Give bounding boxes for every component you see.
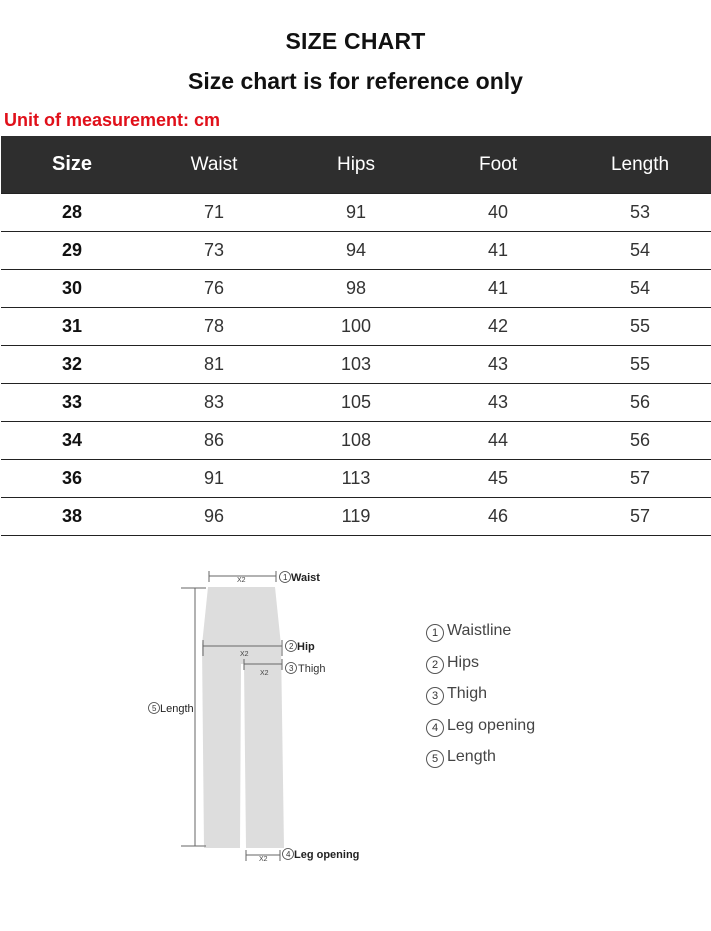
legend-item bbox=[426, 622, 535, 654]
cell-foot: 44 bbox=[427, 422, 569, 460]
column-header-length: Length bbox=[569, 136, 711, 194]
table-row bbox=[1, 308, 711, 346]
cell-hips: 100 bbox=[285, 308, 427, 346]
length-measure bbox=[181, 588, 206, 846]
hip-number: 2 bbox=[289, 642, 294, 651]
table-header-row bbox=[1, 136, 711, 194]
table-row bbox=[1, 194, 711, 232]
cell-foot: 46 bbox=[427, 498, 569, 536]
cell-foot: 40 bbox=[427, 194, 569, 232]
waist-number: 1 bbox=[283, 573, 288, 582]
cell-length: 54 bbox=[569, 232, 711, 270]
page-title: SIZE CHART bbox=[285, 28, 426, 54]
cell-hips: 103 bbox=[285, 346, 427, 384]
cell-waist: 73 bbox=[143, 232, 285, 270]
legend-item bbox=[426, 654, 535, 686]
cell-foot: 43 bbox=[427, 346, 569, 384]
size-table bbox=[1, 136, 711, 536]
cell-waist: 76 bbox=[143, 270, 285, 308]
cell-waist: 81 bbox=[143, 346, 285, 384]
cell-waist: 83 bbox=[143, 384, 285, 422]
column-header-foot: Foot bbox=[427, 136, 569, 194]
pants-silhouette bbox=[202, 587, 284, 848]
cell-length: 57 bbox=[569, 498, 711, 536]
waist-x2-label: X2 bbox=[237, 577, 246, 584]
cell-waist: 78 bbox=[143, 308, 285, 346]
cell-size: 28 bbox=[1, 194, 143, 232]
cell-size: 30 bbox=[1, 270, 143, 308]
pants-measurement-diagram bbox=[0, 550, 711, 890]
thigh-label: Thigh bbox=[298, 663, 326, 675]
cell-waist: 71 bbox=[143, 194, 285, 232]
leg-opening-label: Leg opening bbox=[294, 849, 360, 861]
unit-note: Unit of measurement: cm bbox=[4, 110, 221, 130]
cell-size: 38 bbox=[1, 498, 143, 536]
cell-waist: 91 bbox=[143, 460, 285, 498]
cell-size: 34 bbox=[1, 422, 143, 460]
cell-size: 36 bbox=[1, 460, 143, 498]
cell-length: 57 bbox=[569, 460, 711, 498]
column-header-size: Size bbox=[1, 136, 143, 194]
cell-hips: 91 bbox=[285, 194, 427, 232]
legend-label: Leg opening bbox=[447, 716, 536, 734]
legend-item bbox=[426, 685, 535, 717]
cell-foot: 45 bbox=[427, 460, 569, 498]
cell-hips: 108 bbox=[285, 422, 427, 460]
cell-foot: 41 bbox=[427, 270, 569, 308]
cell-foot: 42 bbox=[427, 308, 569, 346]
cell-length: 55 bbox=[569, 308, 711, 346]
table-row bbox=[1, 270, 711, 308]
legend-label: Thigh bbox=[447, 685, 488, 702]
waist-label: Waist bbox=[291, 572, 320, 584]
table-row bbox=[1, 498, 711, 536]
legend-item bbox=[426, 717, 535, 749]
cell-waist: 96 bbox=[143, 498, 285, 536]
legend-number-icon: 3 bbox=[426, 687, 444, 705]
cell-hips: 105 bbox=[285, 384, 427, 422]
column-header-hips: Hips bbox=[285, 136, 427, 194]
cell-length: 53 bbox=[569, 194, 711, 232]
legend-label: Waistline bbox=[447, 622, 512, 639]
cell-foot: 41 bbox=[427, 232, 569, 270]
page-subtitle: Size chart is for reference only bbox=[188, 68, 523, 94]
legend-item bbox=[426, 748, 535, 780]
legend-number-icon: 1 bbox=[426, 624, 444, 642]
cell-hips: 119 bbox=[285, 498, 427, 536]
cell-waist: 86 bbox=[143, 422, 285, 460]
thigh-number: 3 bbox=[289, 664, 294, 673]
hip-x2-label: X2 bbox=[240, 651, 249, 658]
table-row bbox=[1, 232, 711, 270]
table-row bbox=[1, 460, 711, 498]
table-row bbox=[1, 422, 711, 460]
table-row bbox=[1, 346, 711, 384]
cell-length: 56 bbox=[569, 422, 711, 460]
column-header-waist: Waist bbox=[143, 136, 285, 194]
leg-opening-number: 4 bbox=[286, 850, 291, 859]
hip-label: Hip bbox=[297, 641, 315, 653]
cell-hips: 94 bbox=[285, 232, 427, 270]
legend-number-icon: 2 bbox=[426, 656, 444, 674]
legend-number-icon: 4 bbox=[426, 719, 444, 737]
legend-label: Hips bbox=[447, 653, 480, 671]
leg-opening-x2-label: X2 bbox=[259, 856, 268, 863]
table-row bbox=[1, 384, 711, 422]
cell-size: 33 bbox=[1, 384, 143, 422]
cell-size: 29 bbox=[1, 232, 143, 270]
cell-hips: 113 bbox=[285, 460, 427, 498]
cell-length: 56 bbox=[569, 384, 711, 422]
legend-label: Length bbox=[447, 748, 496, 765]
measurement-legend bbox=[426, 622, 535, 780]
cell-size: 31 bbox=[1, 308, 143, 346]
cell-foot: 43 bbox=[427, 384, 569, 422]
cell-size: 32 bbox=[1, 346, 143, 384]
length-label: Length bbox=[160, 703, 194, 715]
legend-number-icon: 5 bbox=[426, 750, 444, 768]
cell-length: 55 bbox=[569, 346, 711, 384]
cell-length: 54 bbox=[569, 270, 711, 308]
cell-hips: 98 bbox=[285, 270, 427, 308]
length-number: 5 bbox=[152, 704, 157, 713]
thigh-x2-label: X2 bbox=[260, 670, 269, 677]
